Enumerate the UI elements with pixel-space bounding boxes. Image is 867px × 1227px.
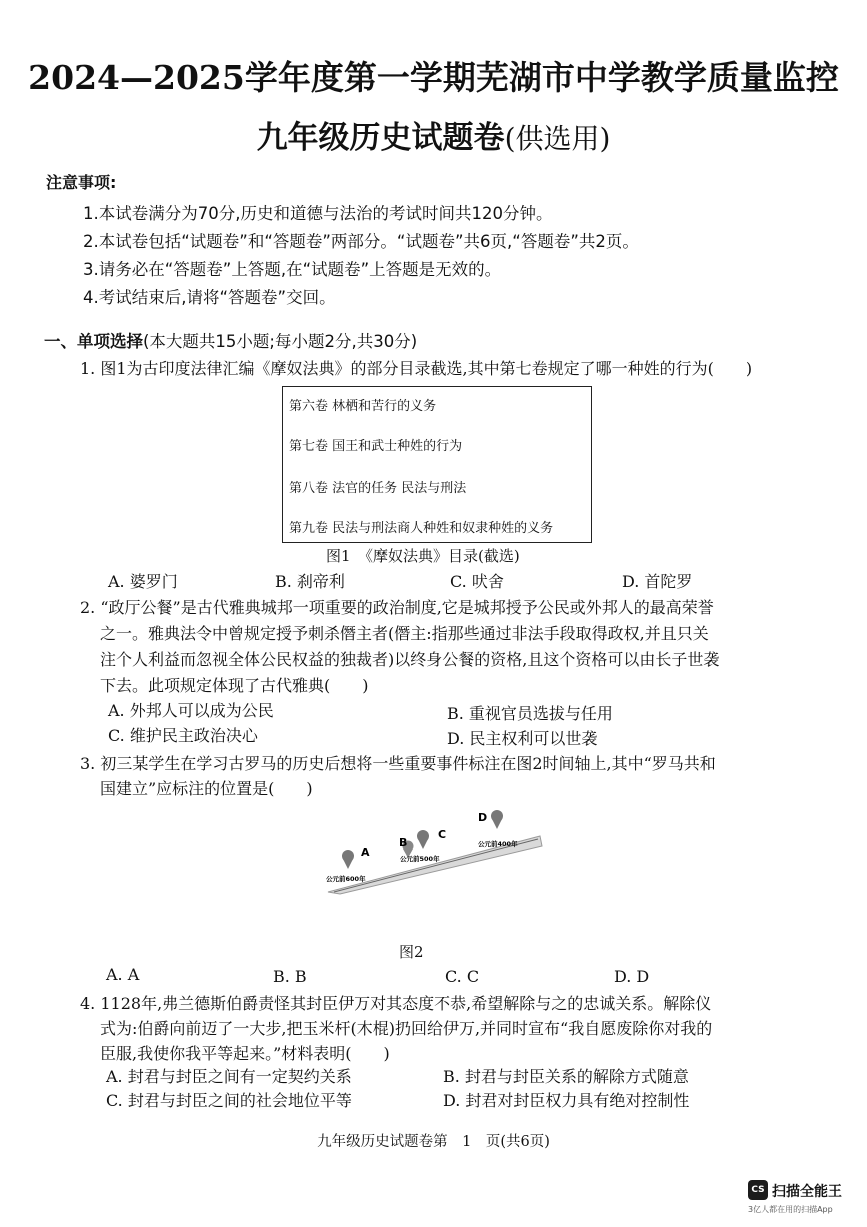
notice-item: 1.本试卷满分为70分,历史和道德与法治的考试时间共120分钟。 xyxy=(83,204,553,223)
figure-1-line: 第九卷 民法与刑法商人种姓和奴隶种姓的义务 xyxy=(289,521,554,536)
question-4-line: 式为:伯爵向前迈了一大步,把玉米杆(木棍)扔回给伊万,并同时宣布“我自愿废除你对我的 xyxy=(100,1019,713,1038)
figure-1-line: 第八卷 法官的任务 民法与刑法 xyxy=(289,481,467,496)
question-3-line: 国建立”应标注的位置是( ) xyxy=(100,779,313,798)
notice-heading: 注意事项: xyxy=(46,173,117,192)
marker-pin-c xyxy=(417,830,429,849)
notice-item: 2.本试卷包括“试题卷”和“答题卷”两部分。“试题卷”共6页,“答题卷”共2页。 xyxy=(83,232,639,251)
marker-label-c: C xyxy=(438,828,447,841)
q4-option-b: B. 封君与封臣关系的解除方式随意 xyxy=(443,1067,689,1086)
q3-option-a: A. A xyxy=(106,965,140,984)
question-2-line: 之一。雅典法令中曾规定授予刺杀僭主者(僭主:指那些通过非法手段取得政权,并且只关 xyxy=(100,624,709,643)
marker-pin-d xyxy=(491,810,503,829)
section-heading xyxy=(44,328,417,352)
figure-2-caption: 图2 xyxy=(399,943,424,961)
q4-option-d: D. 封君对封臣权力具有绝对控制性 xyxy=(443,1091,690,1110)
question-2-line: 2. “政厅公餐”是古代雅典城邦一项重要的政治制度,它是城邦授予公民或外邦人的最高荣誉 xyxy=(80,598,714,617)
timeline-label-600bc: 公元前600年 xyxy=(326,875,366,883)
timeline-label-400bc: 公元前400年 xyxy=(478,840,518,848)
q3-option-b: B. B xyxy=(273,967,307,986)
section-note: (本大题共15小题;每小题2分,共30分) xyxy=(143,332,418,351)
exam-title-sub: (供选用) xyxy=(504,122,611,155)
figure-1-line: 第六卷 林栖和苦行的义务 xyxy=(289,399,437,414)
exam-title-line2 xyxy=(0,112,867,157)
q2-option-a: A. 外邦人可以成为公民 xyxy=(108,701,274,720)
timeline-graphic xyxy=(326,806,556,896)
q4-option-c: C. 封君与封臣之间的社会地位平等 xyxy=(106,1091,352,1110)
marker-pin-a xyxy=(342,850,354,869)
notice-item: 4.考试结束后,请将“答题卷”交回。 xyxy=(83,288,336,307)
scanner-app-name: 扫描全能王 xyxy=(772,1184,842,1200)
figure-1-box xyxy=(282,386,592,543)
q1-option-a: A. 婆罗门 xyxy=(108,572,178,591)
figure-1-caption: 图1 《摩奴法典》目录(截选) xyxy=(326,547,520,565)
q1-option-d: D. 首陀罗 xyxy=(622,572,693,591)
question-4-line: 臣服,我使你我平等起来。”材料表明( ) xyxy=(100,1044,390,1063)
question-3-line: 3. 初三某学生在学习古罗马的历史后想将一些重要事件标注在图2时间轴上,其中“罗马共和 xyxy=(80,754,716,773)
exam-title-line1: 2024—2025学年度第一学期芜湖市中学教学质量监控 xyxy=(28,58,839,97)
scanner-watermark xyxy=(748,1180,856,1220)
q4-option-a: A. 封君与封臣之间有一定契约关系 xyxy=(106,1067,352,1086)
notice-item: 3.请务必在“答题卷”上答题,在“试题卷”上答题是无效的。 xyxy=(83,260,502,279)
question-4-line: 4. 1128年,弗兰德斯伯爵责怪其封臣伊万对其态度不恭,希望解除与之的忠诚关系。解除仪 xyxy=(80,994,712,1013)
question-2-line: 下去。此项规定体现了古代雅典( ) xyxy=(100,676,369,695)
question-2-line: 注个人利益而忽视全体公民权益的独裁者)以终身公餐的资格,且这个资格可以由长子世袭 xyxy=(100,650,720,669)
section-label: 一、单项选择 xyxy=(44,332,143,351)
camscanner-logo-icon: CS xyxy=(748,1180,768,1200)
figure-2-timeline xyxy=(326,806,556,896)
page-footer: 九年级历史试题卷第 1 页(共6页) xyxy=(317,1134,550,1150)
scanner-tagline: 3亿人都在用的扫描App xyxy=(748,1205,833,1214)
marker-label-b: B xyxy=(399,836,408,849)
q3-option-d: D. D xyxy=(614,967,650,986)
q1-option-b: B. 刹帝利 xyxy=(275,572,345,591)
q2-option-d: D. 民主权利可以世袭 xyxy=(447,729,598,748)
timeline-label-500bc: 公元前500年 xyxy=(400,855,440,863)
q1-option-c: C. 吠舍 xyxy=(450,572,504,591)
marker-label-a: A xyxy=(361,846,370,859)
question-1-stem: 1. 图1为古印度法律汇编《摩奴法典》的部分目录截选,其中第七卷规定了哪一种姓的行为( ) xyxy=(80,359,753,378)
marker-label-d: D xyxy=(478,811,488,824)
exam-title-main: 九年级历史试题卷 xyxy=(256,120,505,156)
figure-1-line: 第七卷 国王和武士种姓的行为 xyxy=(289,439,463,454)
q2-option-c: C. 维护民主政治决心 xyxy=(108,726,258,745)
q3-option-c: C. C xyxy=(445,967,480,986)
q2-option-b: B. 重视官员选拔与任用 xyxy=(447,704,613,723)
